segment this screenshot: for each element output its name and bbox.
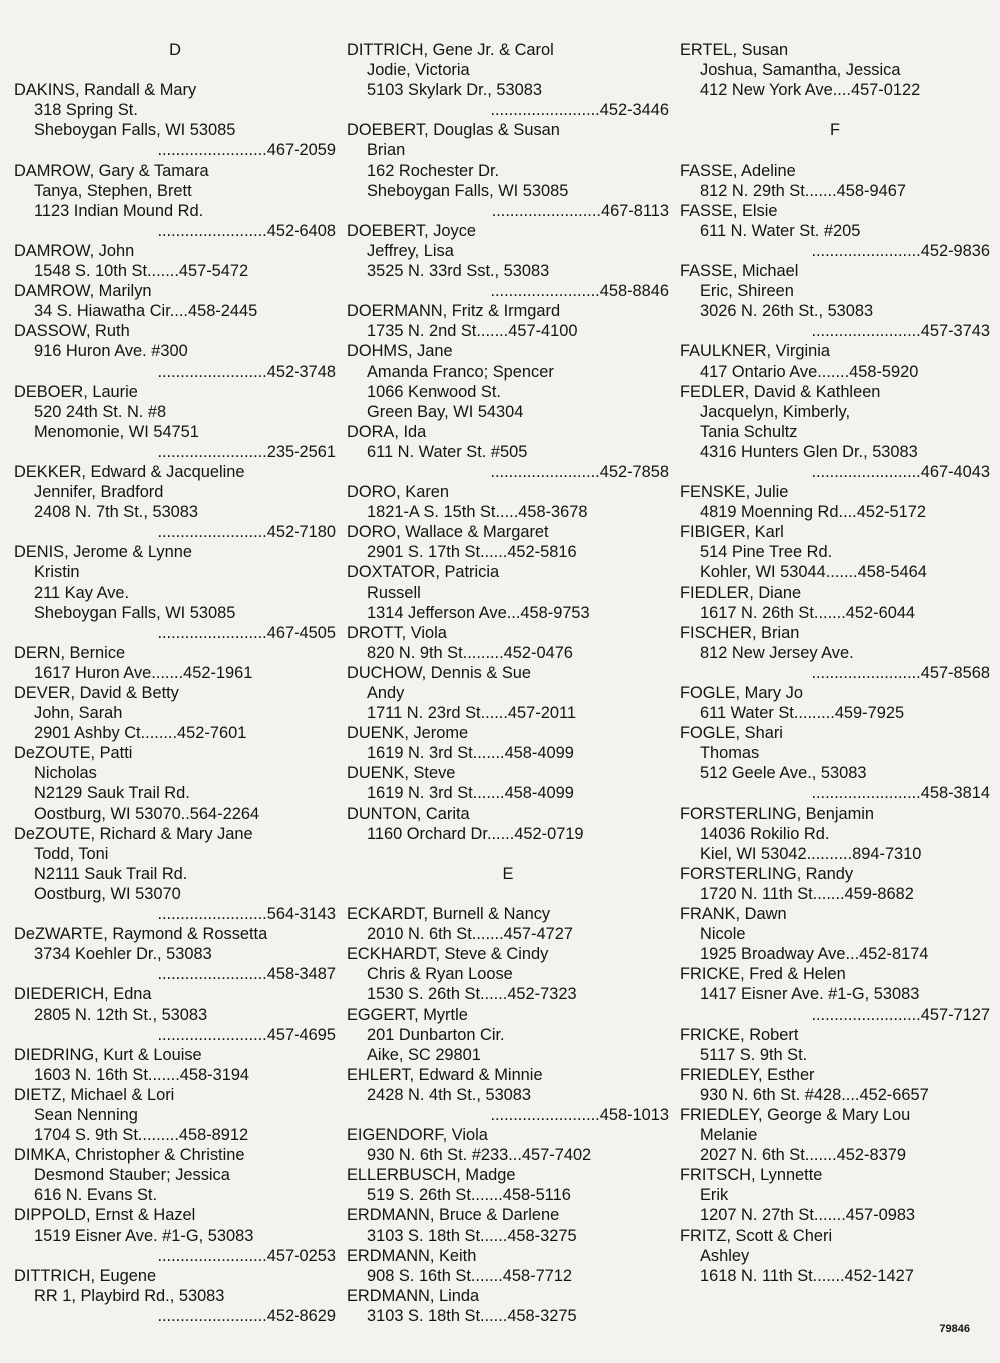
entry-phone: ........................467-8113 <box>491 201 669 220</box>
entry-phone: ........................467-2059 <box>157 141 336 160</box>
entry-detail: Todd, Toni <box>34 844 109 863</box>
entry-detail: 34 S. Hiawatha Cir....458-2445 <box>34 302 258 321</box>
entry-detail: Oostburg, WI 53070..564-2264 <box>34 804 260 823</box>
entry-detail: 1619 N. 3rd St.......458-4099 <box>367 744 574 763</box>
entry-phone: ........................452-3446 <box>490 101 669 120</box>
entry-detail: 2027 N. 6th St.......452-8379 <box>700 1146 906 1165</box>
directory-column-1 <box>14 40 336 1326</box>
entry-name: FRITSCH, Lynnette <box>680 1166 823 1185</box>
entry-phone: ........................452-6408 <box>157 221 336 240</box>
entry-phone: ........................457-3743 <box>811 322 990 341</box>
entry-detail: RR 1, Playbird Rd., 53083 <box>34 1286 225 1305</box>
entry-detail: 201 Dunbarton Cir. <box>367 1025 505 1044</box>
entry-name: DAMROW, Marilyn <box>14 282 152 301</box>
section-letter: E <box>502 864 514 883</box>
entry-phone: ........................457-4695 <box>157 1025 336 1044</box>
entry-name: FISCHER, Brian <box>680 623 800 642</box>
entry-detail: 3525 N. 33rd Sst., 53083 <box>367 262 550 281</box>
entry-detail: Tanya, Stephen, Brett <box>34 181 192 200</box>
directory-column-2 <box>347 40 669 1326</box>
entry-phone: ........................458-3487 <box>157 965 336 984</box>
entry-detail: 908 S. 16th St.......458-7712 <box>367 1266 573 1285</box>
entry-detail: 4819 Moenning Rd....452-5172 <box>700 503 926 522</box>
entry-name: ERTEL, Susan <box>680 41 789 59</box>
entry-detail: Green Bay, WI 54304 <box>367 402 524 421</box>
entry-detail: Andy <box>367 684 405 702</box>
entry-name: DOEBERT, Douglas & Susan <box>347 121 560 140</box>
entry-detail: 611 Water St.........459-7925 <box>700 704 905 723</box>
entry-name: FASSE, Elsie <box>680 201 778 220</box>
entry-name: DUENK, Steve <box>347 764 456 783</box>
entry-name: DAMROW, John <box>14 241 135 260</box>
entry-detail: 519 S. 26th St.......458-5116 <box>367 1186 571 1205</box>
entry-name: DORO, Wallace & Margaret <box>347 523 549 542</box>
entry-detail: 2901 Ashby Ct........452-7601 <box>34 724 247 743</box>
entry-name: DROTT, Viola <box>347 623 447 642</box>
entry-detail: 412 New York Ave....457-0122 <box>700 81 921 100</box>
spacer <box>680 140 990 160</box>
entry-detail: Sean Nenning <box>34 1105 138 1124</box>
entry-detail: 1618 N. 11th St.......452-1427 <box>700 1266 914 1285</box>
entry-detail: 916 Huron Ave. #300 <box>34 342 188 361</box>
entry-name: DERN, Bernice <box>14 643 126 662</box>
entry-detail: 1123 Indian Mound Rd. <box>34 201 204 220</box>
entry-detail: Aike, SC 29801 <box>367 1045 481 1064</box>
entry-phone: ........................458-8846 <box>490 282 669 301</box>
entry-detail: 1160 Orchard Dr......452-0719 <box>367 824 584 843</box>
entry-detail: 1735 N. 2nd St.......457-4100 <box>367 322 578 341</box>
directory-column-3 <box>680 40 990 1286</box>
entry-detail: Joshua, Samantha, Jessica <box>700 61 901 80</box>
entry-detail: Nicholas <box>34 764 97 783</box>
entry-detail: 4316 Hunters Glen Dr., 53083 <box>700 442 918 461</box>
entry-name: FRIEDLEY, George & Mary Lou <box>680 1105 911 1124</box>
entry-detail: 930 N. 6th St. #233...457-7402 <box>367 1146 592 1165</box>
entry-detail: 520 24th St. N. #8 <box>34 402 167 421</box>
entry-detail: Jodie, Victoria <box>367 61 470 80</box>
entry-name: ECKHARDT, Steve & Cindy <box>347 945 549 964</box>
entry-detail: Nicole <box>700 925 746 944</box>
entry-name: DUENK, Jerome <box>347 724 469 743</box>
entry-name: FIEDLER, Diane <box>680 583 802 602</box>
entry-phone: ........................235-2561 <box>157 442 336 461</box>
entry-name: DIETZ, Michael & Lori <box>14 1085 175 1104</box>
entry-phone: ........................458-1013 <box>490 1105 669 1124</box>
entry-name: ECKARDT, Burnell & Nancy <box>347 905 551 924</box>
entry-detail: Ashley <box>700 1246 750 1265</box>
entry-name: DOERMANN, Fritz & Irmgard <box>347 302 561 321</box>
entry-detail: 1617 N. 26th St.......452-6044 <box>700 603 916 622</box>
entry-name: ERDMANN, Keith <box>347 1246 477 1265</box>
entry-name: DITTRICH, Eugene <box>14 1266 157 1285</box>
entry-detail: 1207 N. 27th St.......457-0983 <box>700 1206 916 1225</box>
entry-detail: 1821-A S. 15th St.....458-3678 <box>367 503 588 522</box>
entry-detail: N2129 Sauk Trail Rd. <box>34 784 190 803</box>
entry-name: DEBOER, Laurie <box>14 382 138 401</box>
entry-name: DIPPOLD, Ernst & Hazel <box>14 1206 196 1225</box>
entry-phone: ........................457-7127 <box>811 1005 990 1024</box>
entry-phone: ........................467-4505 <box>157 623 336 642</box>
entry-name: DIMKA, Christopher & Christine <box>14 1146 245 1165</box>
entry-name: EGGERT, Myrtle <box>347 1005 468 1024</box>
entry-name: DIEDERICH, Edna <box>14 985 152 1004</box>
entry-detail: Kiel, WI 53042..........894-7310 <box>700 844 922 863</box>
entry-detail: Desmond Stauber; Jessica <box>34 1166 230 1185</box>
entry-name: FRICKE, Fred & Helen <box>680 965 846 984</box>
entry-name: FEDLER, David & Kathleen <box>680 382 881 401</box>
entry-detail: 930 N. 6th St. #428....452-6657 <box>700 1085 929 1104</box>
entry-name: FASSE, Adeline <box>680 161 796 180</box>
entry-detail: 1704 S. 9th St.........458-8912 <box>34 1126 249 1145</box>
entry-phone: ........................467-4043 <box>811 462 990 481</box>
section-letter: D <box>169 41 181 59</box>
entry-detail: Sheboygan Falls, WI 53085 <box>367 181 569 200</box>
entry-name: DIEDRING, Kurt & Louise <box>14 1045 202 1064</box>
entry-detail: 2901 S. 17th St......452-5816 <box>367 543 577 562</box>
entry-name: EIGENDORF, Viola <box>347 1126 488 1145</box>
entry-detail: Russell <box>367 583 421 602</box>
entry-name: DASSOW, Ruth <box>14 322 130 341</box>
entry-detail: Amanda Franco; Spencer <box>367 362 554 381</box>
entry-name: FOGLE, Shari <box>680 724 783 743</box>
entry-name: FRIEDLEY, Esther <box>680 1065 815 1084</box>
entry-detail: 1617 Huron Ave.......452-1961 <box>34 663 253 682</box>
entry-phone: ........................452-7180 <box>157 523 336 542</box>
entry-name: DeZOUTE, Richard & Mary Jane <box>14 824 253 843</box>
entry-detail: 1619 N. 3rd St.......458-4099 <box>367 784 574 803</box>
entry-name: DAMROW, Gary & Tamara <box>14 161 209 180</box>
entry-detail: Erik <box>700 1186 729 1205</box>
entry-phone: ........................452-9836 <box>811 241 990 260</box>
page-number: 79846 <box>939 1323 970 1335</box>
entry-name: FRANK, Dawn <box>680 905 787 924</box>
entry-detail: 1720 N. 11th St.......459-8682 <box>700 884 914 903</box>
spacer <box>14 60 336 80</box>
entry-detail: Jacquelyn, Kimberly, <box>700 402 851 421</box>
entry-detail: 2408 N. 7th St., 53083 <box>34 503 199 522</box>
entry-phone: ........................452-3748 <box>157 362 336 381</box>
entry-detail: Oostburg, WI 53070 <box>34 884 181 903</box>
entry-phone: ........................452-7858 <box>490 462 669 481</box>
entry-phone: ........................458-3814 <box>811 784 990 803</box>
entry-detail: 162 Rochester Dr. <box>367 161 500 180</box>
entry-detail: 1417 Eisner Ave. #1-G, 53083 <box>700 985 920 1004</box>
entry-detail: Eric, Shireen <box>700 282 794 301</box>
entry-detail: 318 Spring St. <box>34 101 138 120</box>
entry-detail: 1314 Jefferson Ave...458-9753 <box>367 603 590 622</box>
entry-detail: 3103 S. 18th St......458-3275 <box>367 1306 577 1325</box>
entry-detail: 1603 N. 16th St.......458-3194 <box>34 1065 250 1084</box>
entry-detail: 1519 Eisner Ave. #1-G, 53083 <box>34 1226 254 1245</box>
entry-name: FIBIGER, Karl <box>680 523 784 542</box>
entry-name: FOGLE, Mary Jo <box>680 684 803 702</box>
entry-phone: ........................457-0253 <box>157 1246 336 1265</box>
entry-detail: John, Sarah <box>34 704 123 723</box>
entry-detail: 1925 Broadway Ave...452-8174 <box>700 945 929 964</box>
section-letter: F <box>829 121 840 140</box>
entry-phone: ........................564-3143 <box>157 905 336 924</box>
entry-detail: 514 Pine Tree Rd. <box>700 543 833 562</box>
entry-name: FAULKNER, Virginia <box>680 342 831 361</box>
entry-detail: Menomonie, WI 54751 <box>34 422 199 441</box>
entry-name: DEKKER, Edward & Jacqueline <box>14 462 245 481</box>
entry-detail: 417 Ontario Ave.......458-5920 <box>700 362 919 381</box>
entry-name: DEVER, David & Betty <box>14 684 179 702</box>
entry-detail: 5103 Skylark Dr., 53083 <box>367 81 542 100</box>
entry-name: FORSTERLING, Randy <box>680 864 854 883</box>
entry-phone: ........................457-8568 <box>811 663 990 682</box>
entry-detail: Brian <box>367 141 406 160</box>
entry-detail: 2805 N. 12th St., 53083 <box>34 1005 208 1024</box>
entry-detail: 211 Kay Ave. <box>34 583 130 602</box>
entry-detail: 5117 S. 9th St. <box>700 1045 808 1064</box>
entry-detail: 616 N. Evans St. <box>34 1186 157 1205</box>
entry-detail: 14036 Rokilio Rd. <box>700 824 830 843</box>
entry-detail: Kristin <box>34 563 80 582</box>
entry-detail: Sheboygan Falls, WI 53085 <box>34 121 236 140</box>
entry-name: FRITZ, Scott & Cheri <box>680 1226 833 1245</box>
entry-name: ELLERBUSCH, Madge <box>347 1166 516 1185</box>
entry-detail: Sheboygan Falls, WI 53085 <box>34 603 236 622</box>
entry-detail: 820 N. 9th St.........452-0476 <box>367 643 573 662</box>
entry-name: DORA, Ida <box>347 422 427 441</box>
entry-detail: Tania Schultz <box>700 422 798 441</box>
entry-detail: Melanie <box>700 1126 758 1145</box>
entry-detail: Chris & Ryan Loose <box>367 965 513 984</box>
entry-detail: Kohler, WI 53044.......458-5464 <box>700 563 927 582</box>
entry-name: FRICKE, Robert <box>680 1025 799 1044</box>
entry-name: ERDMANN, Bruce & Darlene <box>347 1206 560 1225</box>
entry-detail: 3026 N. 26th St., 53083 <box>700 302 874 321</box>
entry-detail: 1548 S. 10th St.......457-5472 <box>34 262 249 281</box>
entry-detail: 1530 S. 26th St......452-7323 <box>367 985 577 1004</box>
entry-phone: ........................452-8629 <box>157 1306 336 1325</box>
entry-name: FORSTERLING, Benjamin <box>680 804 875 823</box>
entry-name: FASSE, Michael <box>680 262 799 281</box>
entry-detail: 3734 Koehler Dr., 53083 <box>34 945 212 964</box>
entry-detail: 2428 N. 4th St., 53083 <box>367 1085 532 1104</box>
entry-name: DORO, Karen <box>347 483 450 502</box>
entry-name: DOEBERT, Joyce <box>347 221 477 240</box>
entry-name: DOXTATOR, Patricia <box>347 563 500 582</box>
entry-detail: 2010 N. 6th St.......457-4727 <box>367 925 573 944</box>
entry-name: DENIS, Jerome & Lynne <box>14 543 192 562</box>
entry-detail: Thomas <box>700 744 760 763</box>
entry-detail: 512 Geele Ave., 53083 <box>700 764 867 783</box>
entry-name: DeZOUTE, Patti <box>14 744 133 763</box>
entry-detail: 812 New Jersey Ave. <box>700 643 854 662</box>
entry-name: EHLERT, Edward & Minnie <box>347 1065 543 1084</box>
entry-detail: Jennifer, Bradford <box>34 483 164 502</box>
entry-detail: Jeffrey, Lisa <box>367 241 454 260</box>
spacer <box>680 100 990 120</box>
entry-name: ERDMANN, Linda <box>347 1286 480 1305</box>
entry-detail: 611 N. Water St. #205 <box>700 221 861 240</box>
entry-detail: 611 N. Water St. #505 <box>367 442 528 461</box>
entry-detail: 1066 Kenwood St. <box>367 382 501 401</box>
entry-name: DITTRICH, Gene Jr. & Carol <box>347 41 554 59</box>
entry-name: DAKINS, Randall & Mary <box>14 81 197 100</box>
spacer <box>347 884 669 904</box>
entry-detail: 1711 N. 23rd St......457-2011 <box>367 704 576 723</box>
entry-name: DeZWARTE, Raymond & Rossetta <box>14 925 268 944</box>
entry-name: FENSKE, Julie <box>680 483 789 502</box>
entry-name: DUCHOW, Dennis & Sue <box>347 663 531 682</box>
entry-name: DOHMS, Jane <box>347 342 453 361</box>
entry-detail: N2111 Sauk Trail Rd. <box>34 864 188 883</box>
entry-detail: 812 N. 29th St.......458-9467 <box>700 181 906 200</box>
spacer <box>347 844 669 864</box>
entry-detail: 3103 S. 18th St......458-3275 <box>367 1226 577 1245</box>
entry-name: DUNTON, Carita <box>347 804 470 823</box>
